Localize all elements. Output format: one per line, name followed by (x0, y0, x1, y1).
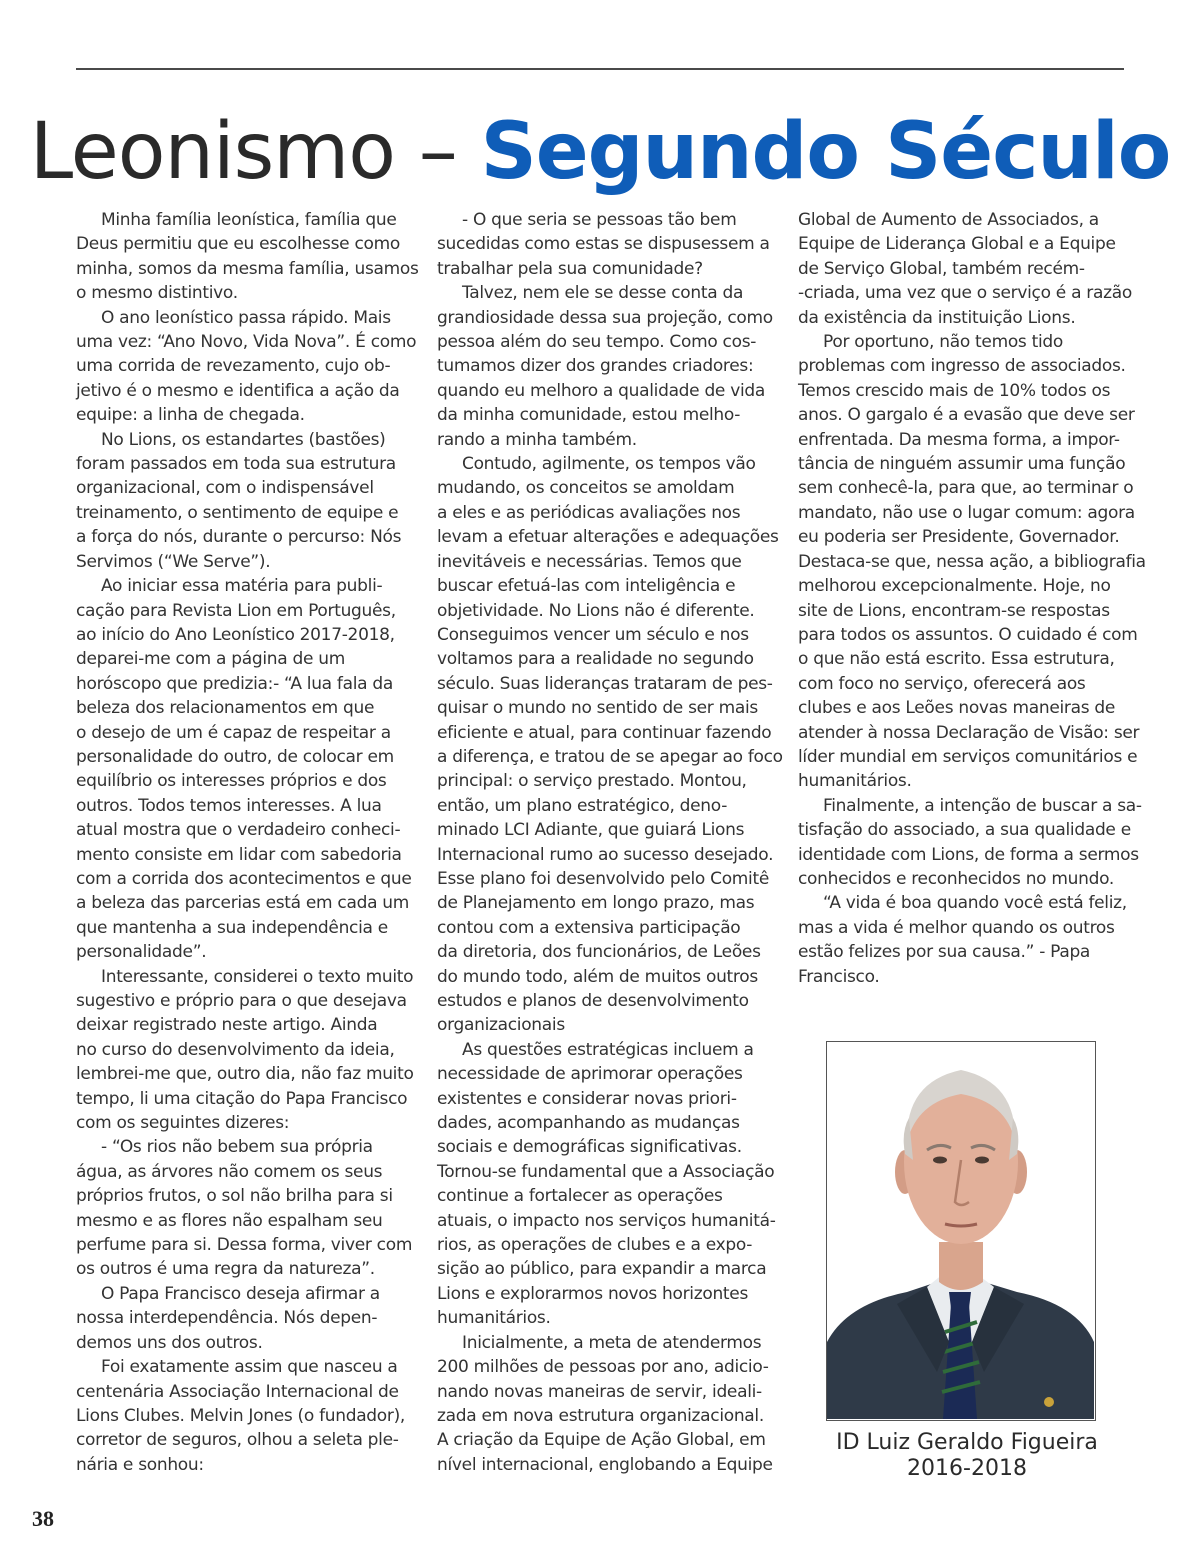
text-line: A criação da Equipe de Ação Global, em (437, 1430, 766, 1451)
text-line: conhecidos e reconhecidos no mundo. (798, 868, 1114, 889)
text-line: voltamos para a realidade no segundo (437, 649, 754, 670)
paragraph (76, 208, 419, 306)
text-line: identidade com Lions, de forma a sermos (798, 844, 1139, 865)
text-line: - “Os rios não bebem sua própria (101, 1137, 373, 1158)
text-line: com foco no serviço, oferecerá aos (798, 673, 1086, 694)
paragraph (798, 208, 1130, 330)
text-line: Lions Clubes. Melvin Jones (o fundador), (76, 1405, 406, 1426)
text-line: Ao iniciar essa matéria para publi- (101, 576, 383, 597)
paragraph (437, 281, 773, 452)
text-line: perfume para si. Dessa forma, viver com (76, 1235, 413, 1256)
text-line: Destaca-se que, nessa ação, a bibliografia (798, 551, 1146, 572)
text-line: eu poderia ser Presidente, Governador. (798, 527, 1120, 548)
text-line: tisfação do associado, a sua qualidade e (798, 820, 1131, 841)
text-line: Tornou-se fundamental que a Associação (437, 1161, 775, 1182)
text-line: minado LCI Adiante, que guiará Lions (437, 820, 745, 841)
text-line: sição ao público, para expandir a marca (437, 1259, 767, 1280)
text-line: de Planejamento em longo prazo, mas (437, 893, 755, 914)
paragraph (437, 208, 769, 281)
paragraph (76, 574, 412, 965)
text-line: ao início do Ano Leonístico 2017-2018, (76, 624, 395, 645)
text-line: outros. Todos temos interesses. A lua (76, 795, 382, 816)
text-line: anos. O gargalo é a evasão que deve ser (798, 405, 1135, 426)
text-line: melhorou excepcionalmente. Hoje, no (798, 576, 1111, 597)
text-line: mento consiste em lidar com sabedoria (76, 844, 402, 865)
text-line: sucedidas como estas se dispusessem a (437, 234, 770, 255)
text-line: nível internacional, englobando a Equipe (437, 1454, 773, 1475)
text-line: inevitáveis e necessárias. Temos que (437, 551, 742, 572)
text-line: próprios frutos, o sol não brilha para si (76, 1186, 393, 1207)
text-line: problemas com ingresso de associados. (798, 356, 1126, 377)
text-line: -criada, uma vez que o serviço é a razão (798, 283, 1132, 304)
text-line: cação para Revista Lion em Português, (76, 600, 396, 621)
text-line: do mundo todo, além de muitos outros (437, 966, 758, 987)
paragraph (437, 1038, 776, 1331)
text-line: a diferença, e tratou de se apegar ao foco (437, 746, 783, 767)
text-line: equilíbrio os interesses próprios e dos (76, 771, 387, 792)
article-column-3 (798, 208, 1146, 989)
article-column-2 (437, 208, 783, 1477)
text-line: beleza dos relacionamentos em que (76, 698, 375, 719)
text-line: Lions e explorarmos novos horizontes (437, 1283, 749, 1304)
text-line: sem conhecê-la, para que, ao terminar o (798, 478, 1134, 499)
text-line: levam a efetuar alterações e adequações (437, 527, 779, 548)
text-line: mandato, não use o lugar comum: agora (798, 502, 1135, 523)
text-line: Servimos (“We Serve”). (76, 551, 271, 572)
text-line: enfrentada. Da mesma forma, a impor- (798, 429, 1120, 450)
page-title (0, 104, 1200, 200)
text-line: a força do nós, durante o percurso: Nós (76, 527, 402, 548)
text-line: site de Lions, encontram-se respostas (798, 600, 1110, 621)
article-column-1 (76, 208, 419, 1477)
text-line: horóscopo que predizia:- “A lua fala da (76, 673, 393, 694)
text-line: tância de ninguém assumir uma função (798, 454, 1126, 475)
text-line: Internacional rumo ao sucesso desejado. (437, 844, 774, 865)
author-photo (826, 1041, 1096, 1421)
text-line: com a corrida dos acontecimentos e que (76, 868, 412, 889)
text-line: Conseguimos vencer um século e nos (437, 624, 749, 645)
text-line: líder mundial em serviços comunitários e (798, 746, 1138, 767)
text-line: Inicialmente, a meta de atendermos (462, 1332, 762, 1353)
text-line: Equipe de Liderança Global e a Equipe (798, 234, 1116, 255)
text-line: atender à nossa Declaração de Visão: ser (798, 722, 1140, 743)
text-line: que mantenha a sua independência e (76, 917, 388, 938)
text-line: deparei-me com a página de um (76, 649, 345, 670)
paragraph (76, 1355, 406, 1477)
paragraph (76, 1135, 413, 1281)
text-line: clubes e aos Leões novas maneiras de (798, 698, 1116, 719)
author-caption (798, 1430, 1136, 1482)
text-line: Temos crescido mais de 10% todos os (798, 380, 1111, 401)
text-line: da diretoria, dos funcionários, de Leões (437, 942, 761, 963)
title-part1: Leonismo – (29, 107, 481, 197)
text-line: da existência da instituição Lions. (798, 307, 1076, 328)
paragraph (76, 1282, 406, 1355)
text-line: grandiosidade dessa sua projeção, como (437, 307, 773, 328)
text-line: século. Suas lideranças trataram de pes- (437, 673, 773, 694)
paragraph (798, 794, 1142, 892)
text-line: estudos e planos de desenvolvimento (437, 991, 749, 1011)
text-line: contou com a extensiva participação (437, 917, 741, 938)
text-line: para todos os assuntos. O cuidado é com (798, 624, 1138, 645)
text-line: estão felizes por sua causa.” - Papa (798, 942, 1091, 963)
text-line: Esse plano foi desenvolvido pelo Comitê (437, 868, 770, 889)
text-line: de Serviço Global, também recém- (798, 258, 1085, 279)
paragraph (437, 1331, 773, 1477)
text-line: mesmo e as flores não espalham seu (76, 1210, 383, 1231)
paragraph (76, 965, 414, 1136)
text-line: tumamos dizer dos grandes criadores: (437, 356, 754, 377)
text-line: dades, acompanhando as mudanças (437, 1113, 740, 1134)
text-line: da minha comunidade, estou melho- (437, 405, 741, 426)
text-line: o que não está escrito. Essa estrutura, (798, 649, 1115, 670)
page-number: 38 (32, 1506, 54, 1531)
text-line: humanitários. (798, 771, 912, 792)
text-line: demos uns dos outros. (76, 1332, 263, 1353)
text-line: equipe: a linha de chegada. (76, 405, 305, 426)
text-line: quando eu melhoro a qualidade de vida (437, 380, 765, 401)
text-line: Por oportuno, não temos tido (823, 332, 1063, 353)
text-line: personalidade do outro, de colocar em (76, 746, 394, 767)
text-line: jetivo é o mesmo e identifica a ação da (76, 380, 400, 401)
text-line: nando novas maneiras de servir, ideali- (437, 1381, 762, 1402)
text-line: Contudo, agilmente, os tempos vão (462, 454, 756, 475)
text-line: Foi exatamente assim que nasceu a (101, 1357, 398, 1378)
text-line: Minha família leonística, família que (101, 210, 397, 230)
text-line: a eles e as periódicas avaliações nos (437, 502, 741, 523)
text-line: lembrei-me que, outro dia, não faz muito (76, 1064, 414, 1085)
text-line: atuais, o impacto nos serviços humanitá- (437, 1210, 776, 1231)
text-line: Deus permitiu que eu escolhesse como (76, 234, 400, 255)
text-line: mas a vida é melhor quando os outros (798, 917, 1115, 938)
text-line: uma corrida de revezamento, cujo ob- (76, 356, 391, 377)
text-line: uma vez: “Ano Novo, Vida Nova”. É como (76, 332, 417, 353)
text-line: rando a minha também. (437, 429, 637, 450)
text-line: nossa interdependência. Nós depen- (76, 1308, 378, 1329)
text-line: então, um plano estratégico, deno- (437, 795, 728, 816)
text-line: trabalhar pela sua comunidade? (437, 258, 703, 279)
text-line: O ano leonístico passa rápido. Mais (101, 307, 391, 328)
top-rule (76, 68, 1124, 70)
text-line: Francisco. (798, 966, 880, 987)
text-line: personalidade”. (76, 942, 207, 963)
portrait-illustration (827, 1042, 1094, 1419)
text-line: No Lions, os estandartes (bastões) (101, 429, 386, 450)
text-line: necessidade de aprimorar operações (437, 1064, 743, 1085)
text-line: no curso do desenvolvimento da ideia, (76, 1039, 395, 1060)
paragraph (76, 306, 417, 428)
text-line: organizacionais (437, 1015, 565, 1036)
text-line: com os seguintes dizeres: (76, 1113, 290, 1134)
text-line: deixar registrado neste artigo. Ainda (76, 1015, 378, 1036)
text-line: foram passados em toda sua estrutura (76, 454, 396, 475)
text-line: objetividade. No Lions não é diferente. (437, 600, 755, 621)
text-line: centenária Associação Internacional de (76, 1381, 399, 1402)
text-line: tempo, li uma citação do Papa Francisco (76, 1088, 408, 1109)
paragraph (798, 891, 1130, 989)
text-line: zada em nova estrutura organizacional. (437, 1405, 764, 1426)
paragraph (76, 428, 406, 574)
text-line: Finalmente, a intenção de buscar a sa- (823, 795, 1142, 816)
text-line: - O que seria se pessoas tão bem (462, 210, 737, 230)
text-line: As questões estratégicas incluem a (462, 1039, 754, 1060)
text-line: humanitários. (437, 1308, 551, 1329)
author-term: 2016-2018 (907, 1456, 1027, 1481)
text-line: treinamento, o sentimento de equipe e (76, 502, 399, 523)
paragraph (798, 330, 1146, 794)
text-line: nária e sonhou: (76, 1454, 204, 1475)
text-line: os outros é uma regra da natureza”. (76, 1259, 375, 1280)
text-line: água, as árvores não comem os seus (76, 1161, 383, 1182)
text-line: 200 milhões de pessoas por ano, adicio- (437, 1357, 769, 1378)
text-line: quisar o mundo no sentido de ser mais (437, 698, 758, 719)
author-name: ID Luiz Geraldo Figueira (836, 1430, 1098, 1455)
text-line: rios, as operações de clubes e a expo- (437, 1235, 753, 1256)
text-line: o desejo de um é capaz de respeitar a (76, 722, 391, 743)
text-line: organizacional, com o indispensável (76, 478, 374, 499)
paragraph (437, 452, 783, 1038)
text-line: mudando, os conceitos se amoldam (437, 478, 735, 499)
text-line: continue a fortalecer as operações (437, 1186, 723, 1207)
text-line: a beleza das parcerias está em cada um (76, 893, 410, 914)
text-line: Talvez, nem ele se desse conta da (462, 283, 744, 304)
text-line: o mesmo distintivo. (76, 283, 238, 304)
text-line: sociais e demográficas significativas. (437, 1137, 742, 1158)
text-line: buscar efetuá-las com inteligência e (437, 576, 736, 597)
title-part2: Segundo Século (480, 107, 1171, 197)
text-line: “A vida é boa quando você está feliz, (823, 893, 1127, 914)
text-line: existentes e considerar novas priori- (437, 1088, 737, 1109)
text-line: atual mostra que o verdadeiro conheci- (76, 820, 401, 841)
text-line: principal: o serviço prestado. Montou, (437, 771, 747, 792)
text-line: minha, somos da mesma família, usamos (76, 258, 419, 279)
text-line: sugestivo e próprio para o que desejava (76, 991, 407, 1011)
text-line: Global de Aumento de Associados, a (798, 210, 1099, 230)
text-line: Interessante, considerei o texto muito (101, 966, 414, 987)
text-line: eficiente e atual, para continuar fazendo (437, 722, 772, 743)
text-line: corretor de seguros, olhou a seleta ple- (76, 1430, 399, 1451)
text-line: O Papa Francisco deseja afirmar a (101, 1283, 380, 1304)
text-line: pessoa além do seu tempo. Como cos- (437, 332, 757, 353)
